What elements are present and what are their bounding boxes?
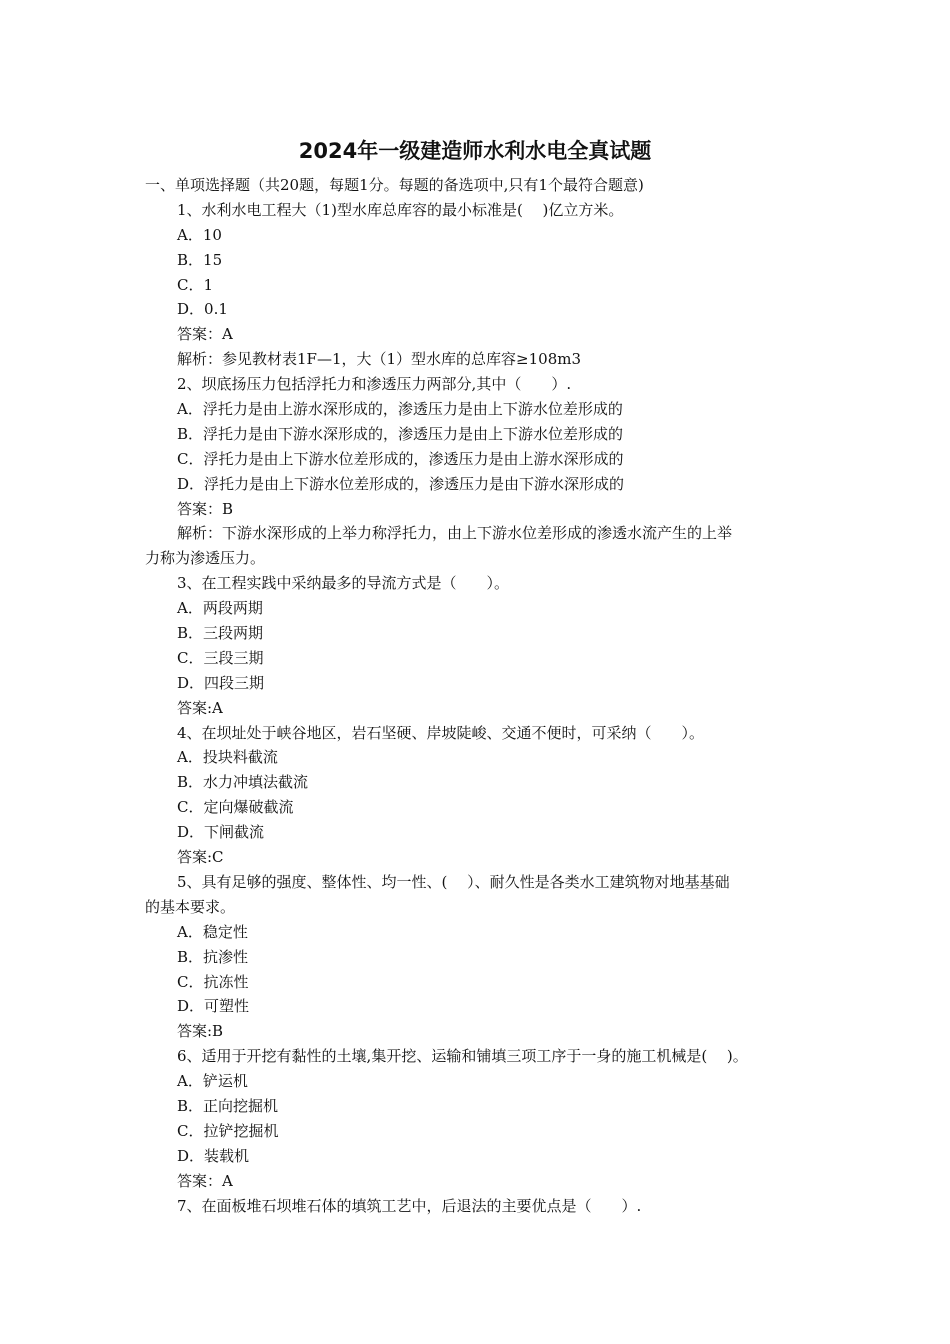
section-heading: 一、单项选择题（共20题，每题1分。每题的备选项中,只有1个最符合题意) bbox=[145, 176, 644, 194]
question-2-option-b: B．浮托力是由下游水深形成的，渗透压力是由上下游水位差形成的 bbox=[177, 424, 624, 443]
question-2-answer: 答案：B bbox=[177, 499, 234, 518]
question-5-option-c: C．抗冻性 bbox=[177, 972, 249, 991]
question-1-option-c: C．1 bbox=[177, 275, 214, 294]
question-4-option-b: B．水力冲填法截流 bbox=[177, 773, 309, 792]
question-6-answer: 答案：A bbox=[177, 1171, 233, 1190]
question-3-option-c: C．三段三期 bbox=[177, 648, 264, 667]
question-2-analysis-line-2: 力称为渗透压力。 bbox=[145, 549, 266, 568]
question-1-option-b: B．15 bbox=[177, 250, 223, 269]
question-4-option-c: C．定向爆破截流 bbox=[177, 798, 294, 817]
question-3-option-b: B．三段两期 bbox=[177, 624, 264, 643]
question-3-option-d: D．四段三期 bbox=[177, 673, 265, 692]
question-1-answer: 答案：A bbox=[177, 325, 233, 344]
question-5-stem-line-1: 5、具有足够的强度、整体性、均一性、( ）、耐久性是各类水工建筑物对地基基础 bbox=[177, 872, 730, 891]
question-2-analysis-line-1: 解析：下游水深形成的上举力称浮托力，由上下游水位差形成的渗透水流产生的上举 bbox=[177, 524, 733, 543]
question-1-option-d: D．0.1 bbox=[177, 300, 228, 319]
question-6-option-d: D．装载机 bbox=[177, 1146, 250, 1165]
question-5-option-a: A．稳定性 bbox=[177, 922, 248, 941]
question-6-option-b: B．正向挖掘机 bbox=[177, 1096, 279, 1115]
question-3-answer: 答案:A bbox=[177, 698, 223, 717]
question-7-stem: 7、在面板堆石坝堆石体的填筑工艺中，后退法的主要优点是（ ）. bbox=[177, 1196, 642, 1215]
question-2-stem: 2、坝底扬压力包括浮托力和渗透压力两部分,其中（ ）. bbox=[177, 375, 572, 394]
question-5-option-d: D．可塑性 bbox=[177, 997, 250, 1016]
question-5-answer: 答案:B bbox=[177, 1022, 224, 1041]
question-4-answer: 答案:C bbox=[177, 848, 224, 867]
question-6-stem: 6、适用于开挖有黏性的土壤,集开挖、运输和铺填三项工序于一身的施工机械是( )。 bbox=[177, 1047, 748, 1066]
question-5-option-b: B．抗渗性 bbox=[177, 947, 249, 966]
question-3-option-a: A．两段两期 bbox=[177, 599, 263, 618]
question-6-option-c: C．拉铲挖掘机 bbox=[177, 1121, 279, 1140]
question-4-option-a: A．投块料截流 bbox=[177, 748, 278, 767]
question-3-stem: 3、在工程实践中采纳最多的导流方式是（ ）。 bbox=[177, 574, 510, 593]
question-1-stem: 1、水利水电工程大（1)型水库总库容的最小标准是( )亿立方米。 bbox=[177, 200, 624, 219]
question-2-option-c: C．浮托力是由上下游水位差形成的，渗透压力是由上游水深形成的 bbox=[177, 449, 624, 468]
question-5-stem-line-2: 的基本要求。 bbox=[145, 897, 236, 916]
question-6-option-a: A．铲运机 bbox=[177, 1072, 248, 1091]
question-2-option-d: D．浮托力是由上下游水位差形成的，渗透压力是由下游水深形成的 bbox=[177, 474, 625, 493]
question-1-analysis: 解析：参见教材表1F—1，大（1）型水库的总库容≥108m3 bbox=[177, 350, 582, 369]
question-2-option-a: A．浮托力是由上游水深形成的，渗透压力是由上下游水位差形成的 bbox=[177, 400, 623, 419]
question-4-stem: 4、在坝址处于峡谷地区，岩石坚硬、岸坡陡峻、交通不便时，可采纳（ ）。 bbox=[177, 723, 705, 742]
question-1-option-a: A．10 bbox=[177, 225, 222, 244]
document-body bbox=[145, 173, 810, 1218]
document-title: 2024年一级建造师水利水电全真试题 bbox=[298, 139, 652, 163]
question-4-option-d: D．下闸截流 bbox=[177, 823, 265, 842]
